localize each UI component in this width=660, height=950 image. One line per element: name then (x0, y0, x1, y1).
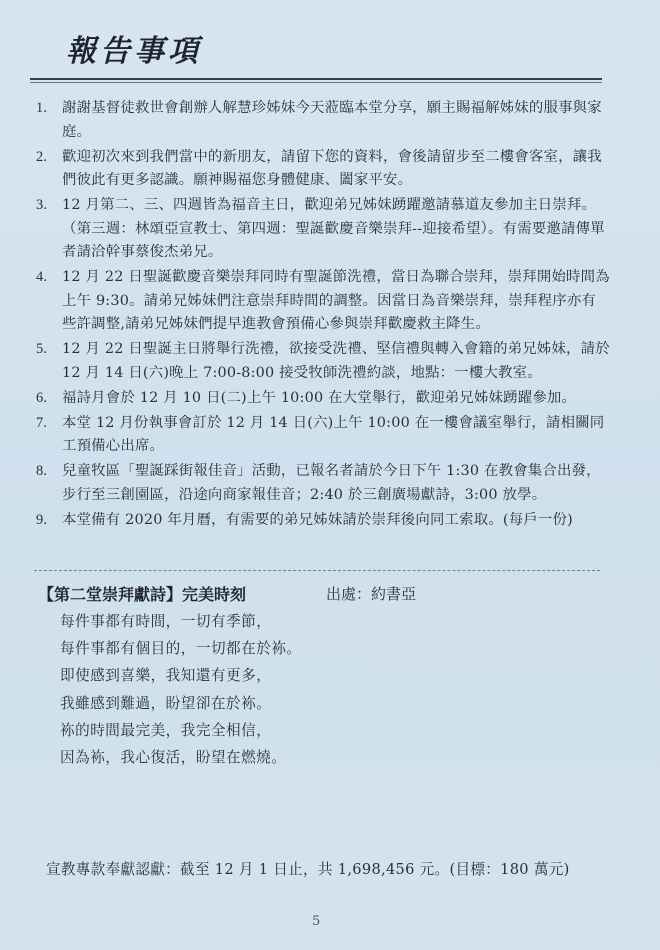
section-divider (34, 570, 600, 571)
poem-line: 即使感到喜樂，我知還有更多， (60, 667, 272, 685)
announcement-item (30, 97, 610, 144)
page-title: 報告事項 (66, 34, 202, 69)
item-number: 6. (36, 389, 48, 406)
item-text: 福詩月會於 12 月 10 日(二)上午 10:00 在大堂舉行，歡迎弟兄姊妹踴躍參加。 (62, 389, 577, 406)
item-text: 歡迎初次來到我們當中的新朋友，請留下您的資料，會後請留步至二樓會客室，讓我們彼此有更多認識。願神賜福您身體健康、闔家平安。 (62, 148, 602, 188)
announcement-item (30, 194, 610, 265)
item-text: 本堂備有 2020 年月曆，有需要的弟兄姊妹請於崇拜後向同工索取。(每戶一份) (62, 511, 573, 528)
announcement-item (30, 338, 610, 385)
poem-line: 每件事都有個目的，一切都在於袮。 (60, 640, 302, 658)
item-number: 1. (36, 100, 48, 116)
item-text: 12 月第二、三、四週皆為福音主日，歡迎弟兄姊妹踴躍邀請慕道友參加主日崇拜。（第三週：林頌亞宣教士、第四週：聖誕歡慶音樂崇拜--迎接希望）。有需要邀請傳單者請洽幹事蔡俊杰弟兄。 (62, 197, 605, 260)
announcement-item (30, 387, 610, 411)
item-number: 7. (36, 414, 48, 431)
item-text: 兒童牧區「聖誕踩街報佳音」活動，已報名者請於今日下午 1:30 在教會集合出發，步行至三創園區，沿途向商家報佳音；2:40 於三創廣場獻詩，3:00 放學。 (62, 463, 601, 503)
item-number: 4. (36, 269, 48, 285)
item-text: 謝謝基督徒救世會創辦人解慧珍姊妹今天蒞臨本堂分享，願主賜福解姊妹的服事與家庭。 (62, 100, 602, 140)
poem-lyrics (60, 608, 302, 771)
poem-line: 每件事都有時間，一切有季節， (60, 613, 272, 630)
announcement-item (30, 412, 610, 459)
item-number: 8. (36, 463, 48, 479)
item-text: 本堂 12 月份執事會訂於 12 月 14 日(六)上午 10:00 在一樓會議室舉行，請相關同工預備心出席。 (62, 414, 605, 454)
title-divider-thin (30, 82, 602, 83)
page-number: 5 (312, 914, 321, 929)
item-number: 3. (36, 197, 48, 213)
item-text: 12 月 22 日聖誕歡慶音樂崇拜同時有聖誕節洗禮，當日為聯合崇拜，崇拜開始時間為上午 9:30。請弟兄姊妹們注意崇拜時間的調整。因當日為音樂崇拜，崇拜程序亦有些許調整,請弟兄姊妹們提早進教會預備心參與崇拜歡慶救主降生。 (62, 269, 610, 332)
item-number: 2. (36, 148, 48, 165)
offering-summary: 宣教專款奉獻認獻：截至 12 月 1 日止，共 1,698,456 元。(目標：180 萬元) (46, 861, 570, 878)
item-text: 12 月 22 日聖誕主日將舉行洗禮，欲接受洗禮、堅信禮與轉入會籍的弟兄姊妹，請於 12 月 14 日(六)晚上 7:00-8:00 接受牧師洗禮約談，地點：一樓大教室。 (62, 341, 610, 381)
poem-heading: 【第二堂崇拜獻詩】完美時刻 (38, 585, 247, 604)
announcement-item (30, 266, 610, 337)
poem-line: 袮的時間最完美，我完全相信， (60, 721, 272, 739)
announcement-item (30, 460, 610, 507)
poem-line: 因為袮，我心復活，盼望在燃燒。 (60, 749, 287, 767)
announcement-item (30, 146, 610, 193)
poem-source: 出處：約書亞 (326, 585, 417, 603)
announcement-list (30, 97, 610, 534)
title-divider (30, 78, 602, 80)
announcement-item (30, 509, 610, 533)
item-number: 9. (36, 511, 48, 528)
item-number: 5. (36, 341, 48, 357)
poem-line: 我雖感到難過，盼望卻在於袮。 (60, 694, 272, 712)
